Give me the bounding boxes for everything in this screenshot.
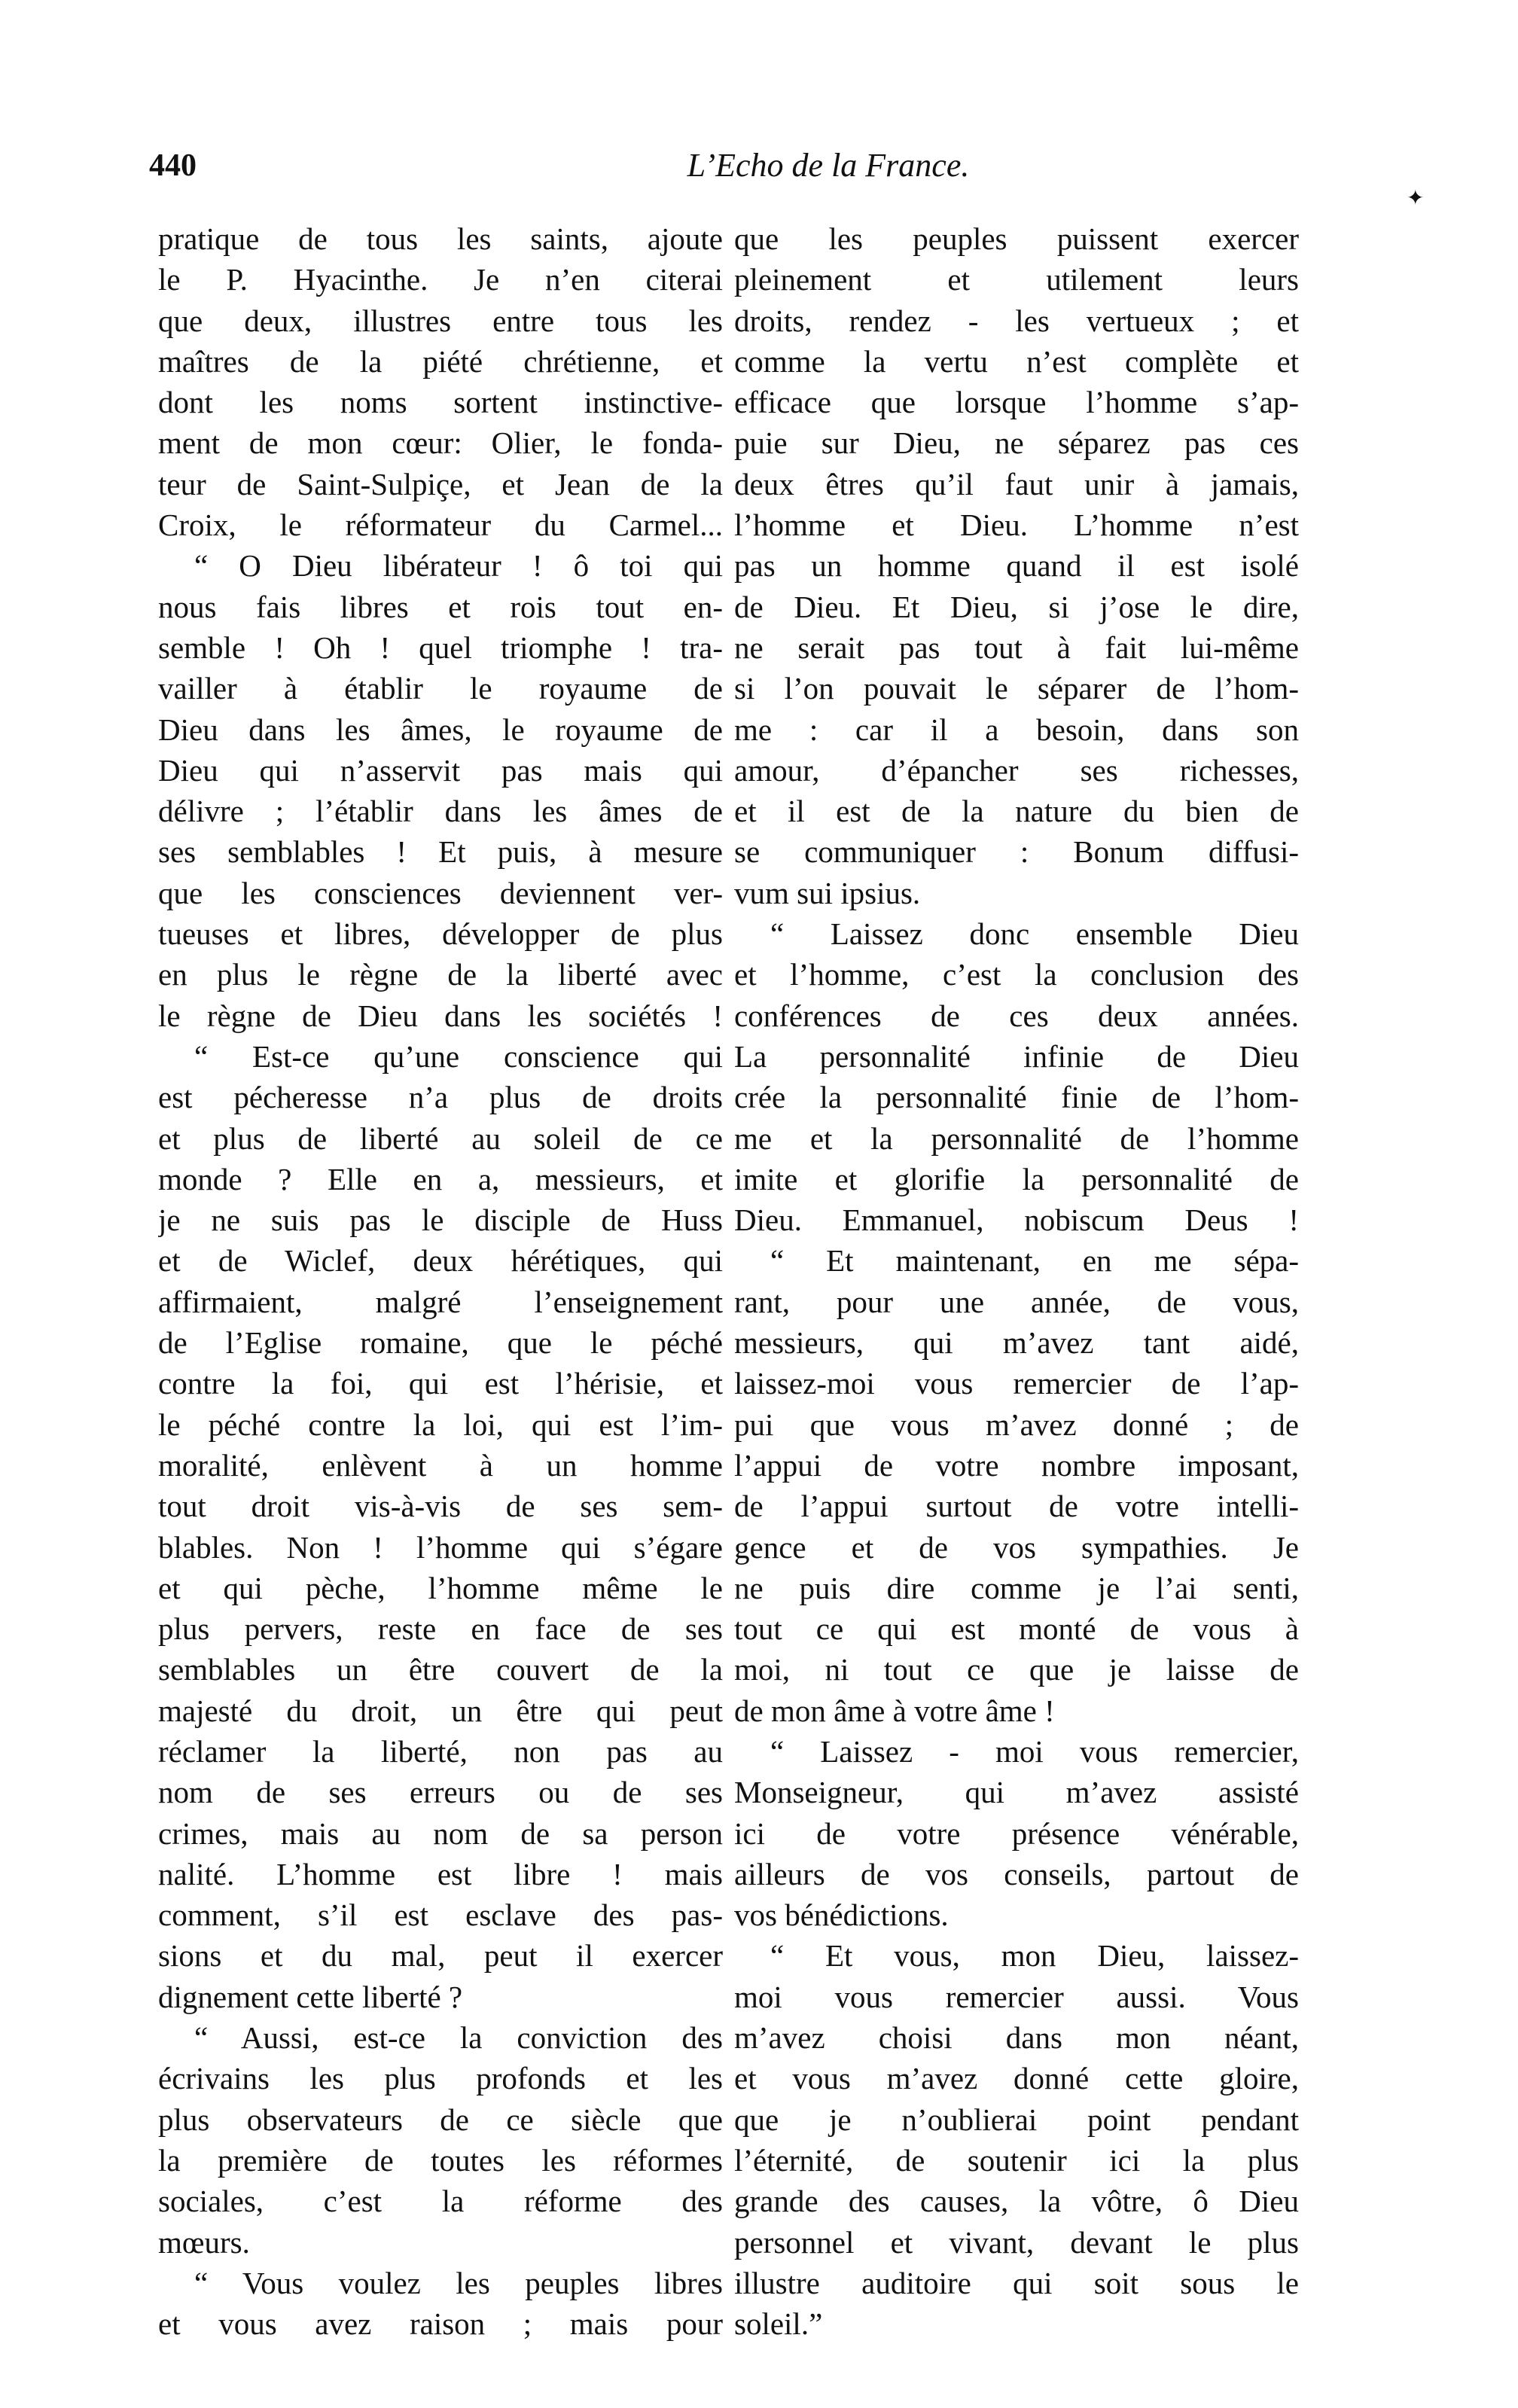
text-line: tueuses et libres, développer de plus xyxy=(158,916,723,952)
text-line: monde ? Elle en a, messieurs, et xyxy=(158,1161,723,1196)
text-line: plus observateurs de ce siècle que xyxy=(158,2102,723,2137)
page-number: 440 xyxy=(149,148,197,183)
text-line: le péché contre la loi, qui est l’im- xyxy=(158,1407,723,1442)
text-line: de mon âme à votre âme ! xyxy=(734,1693,1055,1728)
text-line: ailleurs de vos conseils, partout de xyxy=(734,1856,1299,1891)
text-line: mœurs. xyxy=(158,2224,250,2260)
text-line: grande des causes, la vôtre, ô Dieu xyxy=(734,2184,1299,2219)
ink-mark-icon: ✦ xyxy=(1407,187,1425,210)
text-line: Dieu dans les âmes, le royaume de xyxy=(158,712,723,747)
text-line: majesté du droit, un être qui peut xyxy=(158,1693,723,1728)
text-line: de Dieu. Et Dieu, si j’ose le dire, xyxy=(734,589,1299,624)
text-line: conférences de ces deux années. xyxy=(734,998,1299,1033)
text-line: “ Et vous, mon Dieu, laissez- xyxy=(770,1938,1299,1974)
text-line: droits, rendez - les vertueux ; et xyxy=(734,303,1299,338)
text-line: Dieu. Emmanuel, nobiscum Deus ! xyxy=(734,1202,1299,1238)
text-line: nalité. L’homme est libre ! mais xyxy=(158,1856,723,1891)
text-line: moralité, enlèvent à un homme xyxy=(158,1447,723,1483)
text-line: vum sui ipsius. xyxy=(734,875,921,910)
text-line: et l’homme, c’est la conclusion des xyxy=(734,957,1299,992)
text-line: comment, s’il est esclave des pas- xyxy=(158,1897,723,1933)
text-line: efficace que lorsque l’homme s’ap- xyxy=(734,385,1299,420)
text-line: moi vous remercier aussi. Vous xyxy=(734,1979,1299,2014)
text-line: affirmaient, malgré l’enseignement xyxy=(158,1284,723,1319)
text-line: maîtres de la piété chrétienne, et xyxy=(158,343,723,379)
text-line: en plus le règne de la liberté avec xyxy=(158,957,723,992)
text-line: la première de toutes les réformes xyxy=(158,2142,723,2178)
text-line: imite et glorifie la personnalité de xyxy=(734,1161,1299,1196)
left-text-column xyxy=(158,218,723,2344)
text-line: “ O Dieu libérateur ! ô toi qui xyxy=(194,548,723,584)
text-line: sions et du mal, peut il exercer xyxy=(158,1938,723,1974)
text-line: comme la vertu n’est complète et xyxy=(734,343,1299,379)
text-line: amour, d’épancher ses richesses, xyxy=(734,752,1299,788)
text-line: sociales, c’est la réforme des xyxy=(158,2184,723,2219)
text-line: pui que vous m’avez donné ; de xyxy=(734,1407,1299,1442)
text-line: pratique de tous les saints, ajoute xyxy=(158,221,723,256)
text-line: nous fais libres et rois tout en- xyxy=(158,589,723,624)
text-line: semblables un être couvert de la xyxy=(158,1652,723,1687)
text-line: ne serait pas tout à fait lui-même xyxy=(734,629,1299,665)
text-line: tout ce qui est monté de vous à xyxy=(734,1611,1299,1647)
text-line: tout droit vis-à-vis de ses sem- xyxy=(158,1489,723,1524)
text-line: blables. Non ! l’homme qui s’égare xyxy=(158,1529,723,1565)
text-line: “ Aussi, est-ce la conviction des xyxy=(194,2020,723,2056)
text-line: et plus de liberté au soleil de ce xyxy=(158,1120,723,1156)
text-line: moi, ni tout ce que je laisse de xyxy=(734,1652,1299,1687)
text-line: de l’Eglise romaine, que le péché xyxy=(158,1325,723,1361)
text-line: le P. Hyacinthe. Je n’en citerai xyxy=(158,262,723,297)
text-line: et qui pèche, l’homme même le xyxy=(158,1570,723,1605)
text-line: vailler à établir le royaume de xyxy=(158,671,723,706)
text-line: soleil.” xyxy=(734,2306,823,2342)
text-line: que les peuples puissent exercer xyxy=(734,221,1299,256)
text-line: écrivains les plus profonds et les xyxy=(158,2061,723,2096)
text-line: réclamer la liberté, non pas au xyxy=(158,1733,723,1769)
text-line: que je n’oublierai point pendant xyxy=(734,2102,1299,2137)
text-line: crimes, mais au nom de sa person xyxy=(158,1815,723,1851)
text-line: Dieu qui n’asservit pas mais qui xyxy=(158,752,723,788)
text-line: nom de ses erreurs ou de ses xyxy=(158,1775,723,1810)
text-line: et vous m’avez donné cette gloire, xyxy=(734,2061,1299,2096)
text-line: pas un homme quand il est isolé xyxy=(734,548,1299,584)
text-line: plus pervers, reste en face de ses xyxy=(158,1611,723,1647)
text-line: je ne suis pas le disciple de Huss xyxy=(158,1202,723,1238)
text-line: le règne de Dieu dans les sociétés ! xyxy=(158,998,723,1033)
text-line: si l’on pouvait le séparer de l’hom- xyxy=(734,671,1299,706)
text-line: et il est de la nature du bien de xyxy=(734,794,1299,829)
text-line: vos bénédictions. xyxy=(734,1897,949,1933)
text-line: et de Wiclef, deux hérétiques, qui xyxy=(158,1243,723,1279)
text-line: Croix, le réformateur du Carmel... xyxy=(158,508,723,543)
text-line: se communiquer : Bonum diffusi- xyxy=(734,834,1299,870)
text-line: l’appui de votre nombre imposant, xyxy=(734,1447,1299,1483)
text-line: dignement cette liberté ? xyxy=(158,1979,463,2014)
text-line: l’homme et Dieu. L’homme n’est xyxy=(734,508,1299,543)
text-line: et vous avez raison ; mais pour xyxy=(158,2306,723,2342)
text-line: me et la personnalité de l’homme xyxy=(734,1120,1299,1156)
text-line: “ Est-ce qu’une conscience qui xyxy=(194,1038,723,1074)
text-line: me : car il a besoin, dans son xyxy=(734,712,1299,747)
text-line: “ Laissez - moi vous remercier, xyxy=(770,1733,1299,1769)
text-line: délivre ; l’établir dans les âmes de xyxy=(158,794,723,829)
text-line: “ Vous voulez les peuples libres xyxy=(194,2265,723,2300)
text-line: ici de votre présence vénérable, xyxy=(734,1815,1299,1851)
text-line: gence et de vos sympathies. Je xyxy=(734,1529,1299,1565)
text-line: illustre auditoire qui soit sous le xyxy=(734,2265,1299,2300)
text-line: semble ! Oh ! quel triomphe ! tra- xyxy=(158,629,723,665)
running-title: L’Echo de la France. xyxy=(687,147,970,184)
text-line: ses semblables ! Et puis, à mesure xyxy=(158,834,723,870)
text-line: puie sur Dieu, ne séparez pas ces xyxy=(734,425,1299,461)
text-line: contre la foi, qui est l’hérisie, et xyxy=(158,1366,723,1401)
text-line: que deux, illustres entre tous les xyxy=(158,303,723,338)
text-line: Monseigneur, qui m’avez assisté xyxy=(734,1775,1299,1810)
text-line: deux êtres qu’il faut unir à jamais, xyxy=(734,466,1299,501)
text-line: ment de mon cœur: Olier, le fonda- xyxy=(158,425,723,461)
text-line: laissez-moi vous remercier de l’ap- xyxy=(734,1366,1299,1401)
text-line: rant, pour une année, de vous, xyxy=(734,1284,1299,1319)
text-line: personnel et vivant, devant le plus xyxy=(734,2224,1299,2260)
text-line: “ Et maintenant, en me sépa- xyxy=(770,1243,1299,1279)
text-line: dont les noms sortent instinctive- xyxy=(158,385,723,420)
text-line: La personnalité infinie de Dieu xyxy=(734,1038,1299,1074)
text-line: que les consciences deviennent ver- xyxy=(158,875,723,910)
right-text-column xyxy=(734,218,1299,2344)
text-line: m’avez choisi dans mon néant, xyxy=(734,2020,1299,2056)
text-line: l’éternité, de soutenir ici la plus xyxy=(734,2142,1299,2178)
text-line: crée la personnalité finie de l’hom- xyxy=(734,1080,1299,1115)
text-line: pleinement et utilement leurs xyxy=(734,262,1299,297)
text-line: messieurs, qui m’avez tant aidé, xyxy=(734,1325,1299,1361)
text-line: est pécheresse n’a plus de droits xyxy=(158,1080,723,1115)
text-line: ne puis dire comme je l’ai senti, xyxy=(734,1570,1299,1605)
text-line: teur de Saint-Sulpiçe, et Jean de la xyxy=(158,466,723,501)
text-line: “ Laissez donc ensemble Dieu xyxy=(770,916,1299,952)
text-line: de l’appui surtout de votre intelli- xyxy=(734,1489,1299,1524)
